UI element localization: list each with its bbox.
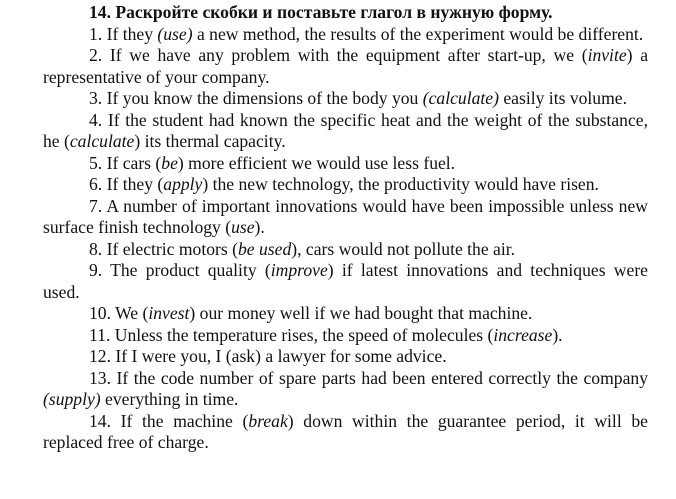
exercise-item: [43, 346, 648, 368]
item-text-end: ) the new technology, the productivity would have risen.: [202, 174, 599, 194]
item-verb: increase: [493, 324, 553, 345]
item-verb: be used: [238, 238, 292, 259]
exercise-item: [43, 260, 648, 303]
exercise-item: [43, 239, 648, 261]
item-verb: break: [248, 410, 288, 431]
item-text-end: ).: [552, 324, 563, 345]
exercise-item: [43, 303, 648, 325]
item-verb: calculate: [69, 131, 135, 151]
exercise-item: [43, 174, 648, 196]
item-text: 6. If they (: [89, 174, 164, 194]
item-verb: invite: [587, 45, 627, 65]
item-text: 5. If cars (: [89, 152, 162, 173]
item-text-end: a new method, the results of the experiment would be different.: [192, 23, 644, 44]
exercise-item: [43, 88, 648, 110]
exercise-item: [43, 368, 648, 411]
item-verb: apply: [163, 174, 203, 194]
item-text-end: everything in time.: [100, 389, 239, 409]
item-verb: (calculate): [422, 88, 499, 108]
exercise-item: [43, 196, 648, 239]
item-text: 2. If we have any problem with the equipment after start-up, we (: [89, 45, 588, 65]
item-verb: (supply): [43, 389, 101, 409]
item-text: 11. Unless the temperature rises, the speed of molecules (: [89, 324, 494, 345]
item-text: 13. If the code number of spare parts had been entered correctly the company: [89, 367, 648, 388]
item-text: 10. We (: [89, 303, 149, 323]
item-verb: (use): [157, 23, 193, 44]
item-text: 9. The product quality (: [89, 260, 271, 280]
exercise-list: [43, 24, 648, 454]
item-verb: invest: [148, 303, 190, 323]
item-verb: be: [161, 152, 178, 173]
item-text: 4. If the student had known the specific heat and the weight of the substance, he (: [43, 109, 648, 151]
exercise-item: [43, 325, 648, 347]
item-text-end: ) down within the guarantee period, it will be replaced free of charge.: [43, 410, 648, 452]
item-text-end: ) its thermal capacity.: [134, 131, 286, 151]
item-text-end: ), cars would not pollute the air.: [291, 238, 516, 259]
item-text: 7. A number of important innovations would have been impossible unless new surface finish technology (: [43, 195, 648, 237]
item-text: 8. If electric motors (: [89, 238, 238, 259]
item-text-end: ) a representative of your company.: [43, 45, 648, 87]
item-text: 12. If I were you, I (ask) a lawyer for some advice.: [89, 346, 447, 366]
exercise-item: [43, 110, 648, 153]
exercise-item: [43, 45, 648, 88]
item-text-end: easily its volume.: [498, 88, 627, 108]
item-verb: improve: [270, 260, 328, 280]
item-text: 14. If the machine (: [89, 410, 249, 431]
exercise-title: 14. Раскройте скобки и поставьте глагол в нужную форму.: [89, 2, 553, 22]
item-text-end: ) more efficient we would use less fuel.: [177, 152, 456, 173]
item-text: 3. If you know the dimensions of the body you: [89, 88, 423, 108]
item-text-end: ).: [254, 217, 265, 237]
exercise-item: [43, 153, 648, 175]
item-text-end: ) if latest innovations and techniques were used.: [43, 260, 648, 302]
exercise-item: [43, 24, 648, 46]
exercise-item: [43, 411, 648, 454]
item-verb: use: [231, 217, 255, 237]
item-text: 1. If they: [89, 23, 158, 44]
item-text-end: ) our money well if we had bought that machine.: [189, 303, 533, 323]
